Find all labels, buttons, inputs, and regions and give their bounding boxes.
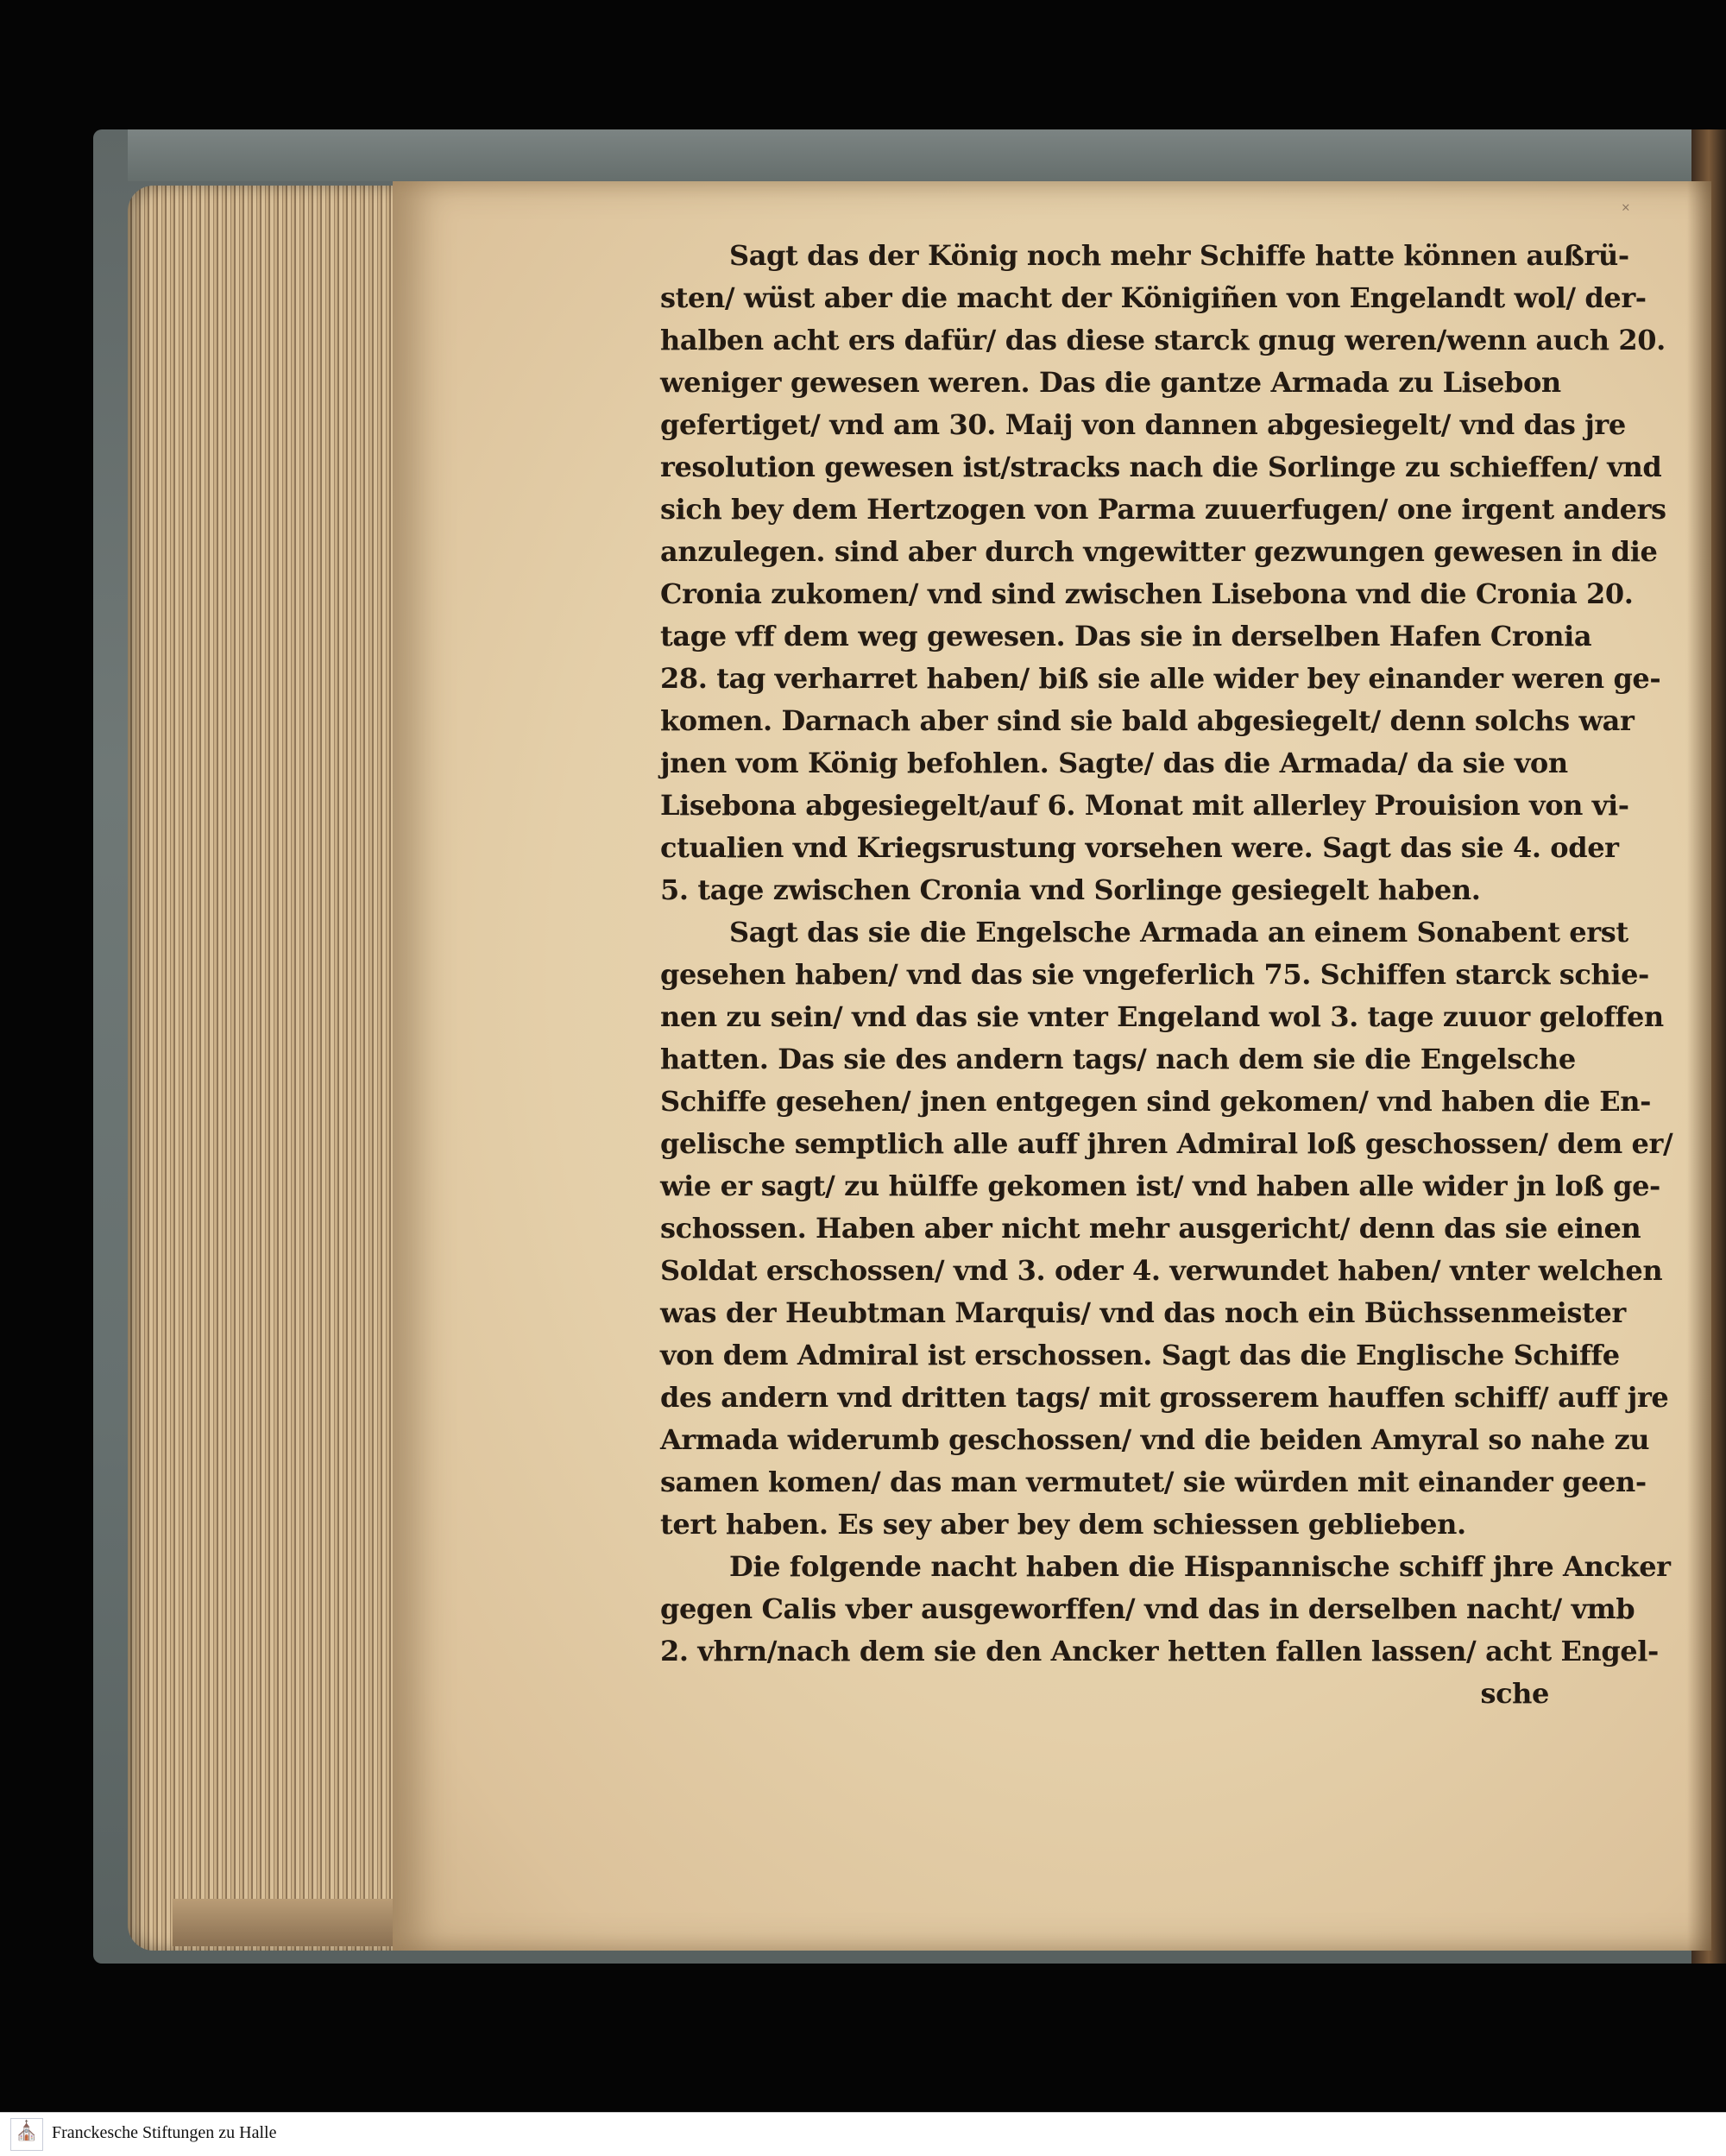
text-line: Soldat erschossen/ vnd 3. oder 4. verwundet haben/ vnter welchen [660,1254,1663,1287]
text-line: tage vff dem weg gewesen. Das sie in derselben Hafen Cronia [660,620,1592,652]
text-line: komen. Darnach aber sind sie bald abgesiegelt/ denn solchs war [660,704,1635,737]
text-line: wie er sagt/ zu hülffe gekomen ist/ vnd haben alle wider jn loß ge- [660,1169,1660,1202]
page-gutter-shadow [1687,181,1711,1951]
text-line: Schiffe gesehen/ jnen entgegen sind gekomen/ vnd haben die En- [660,1085,1651,1118]
text-line: Cronia zukomen/ vnd sind zwischen Lisebona vnd die Cronia 20. [660,577,1634,610]
text-line: schossen. Haben aber nicht mehr ausgericht/ denn das sie einen [660,1212,1641,1245]
text-line: gegen Calis vber ausgeworffen/ vnd das in derselben nacht/ vmb [660,1592,1635,1625]
text-line: hatten. Das sie des andern tags/ nach dem sie die Engelsche [660,1043,1576,1075]
text-line: gefertiget/ vnd am 30. Maij von dannen abgesiegelt/ vnd das jre [660,408,1626,441]
text-line: 5. tage zwischen Cronia vnd Sorlinge gesiegelt haben. [660,873,1481,906]
text-line: tert haben. Es sey aber bey dem schiessen geblieben. [660,1508,1466,1541]
text-line: Sagt das der König noch mehr Schiffe hatte können außrü- [729,239,1629,272]
text-line: sten/ wüst aber die macht der Königiñen von Engelandt wol/ der- [660,281,1647,314]
franckesche-stiftungen-logo-icon[interactable]: ⛪ [10,2118,43,2151]
text-line: von dem Admiral ist erschossen. Sagt das die Englische Schiffe [660,1339,1620,1371]
text-line: anzulegen. sind aber durch vngewitter gezwungen gewesen in die [660,535,1658,568]
page-edge-bottom [173,1899,423,1946]
cover-top-edge [128,129,1707,181]
stacked-page-edges [128,186,404,1951]
viewer-footer-bar [0,2112,1726,2156]
text-line: gelische semptlich alle auff jhren Admiral loß geschossen/ dem er/ [660,1127,1673,1160]
institution-name: Franckesche Stiftungen zu Halle [52,2123,277,2142]
text-line: sich bey dem Hertzogen von Parma zuuerfugen/ one irgent anders [660,493,1666,526]
text-line: Armada widerumb geschossen/ vnd die beiden Amyral so nahe zu [660,1423,1650,1456]
text-line: Lisebona abgesiegelt/auf 6. Monat mit allerley Prouision von vi- [660,789,1629,822]
text-line: weniger gewesen weren. Das die gantze Armada zu Lisebon [660,366,1561,399]
text-line: nen zu sein/ vnd das sie vnter Engeland wol 3. tage zuuor geloffen [660,1000,1664,1033]
book-page [393,181,1711,1951]
page-text-block [660,235,1673,1715]
text-line: halben acht ers dafür/ das diese starck gnug weren/wenn auch 20. [660,324,1666,356]
text-line: was der Heubtman Marquis/ vnd das noch ein Büchssenmeister [660,1296,1626,1329]
text-line: Sagt das sie die Engelsche Armada an einem Sonabent erst [729,916,1628,949]
text-line: jnen vom König befohlen. Sagte/ das die Armada/ da sie von [660,747,1568,779]
page-speck-mark: ˟ [1622,201,1629,223]
catchword: sche [1480,1677,1549,1710]
text-line: 28. tag verharret haben/ biß sie alle wider bey einander weren ge- [660,662,1661,695]
text-line: Die folgende nacht haben die Hispannische schiff jhre Ancker [729,1550,1671,1583]
text-line: des andern vnd dritten tags/ mit grosserem hauffen schiff/ auff jre [660,1381,1669,1414]
text-line: resolution gewesen ist/stracks nach die Sorlinge zu schieffen/ vnd [660,451,1662,483]
text-line: samen komen/ das man vermutet/ sie würden mit einander geen- [660,1466,1647,1498]
text-line: 2. vhrn/nach dem sie den Ancker hetten fallen lassen/ acht Engel- [660,1635,1659,1667]
text-line: gesehen haben/ vnd das sie vngeferlich 75. Schiffen starck schie- [660,958,1649,991]
text-line: ctualien vnd Kriegsrustung vorsehen were. Sagt das sie 4. oder [660,831,1619,864]
